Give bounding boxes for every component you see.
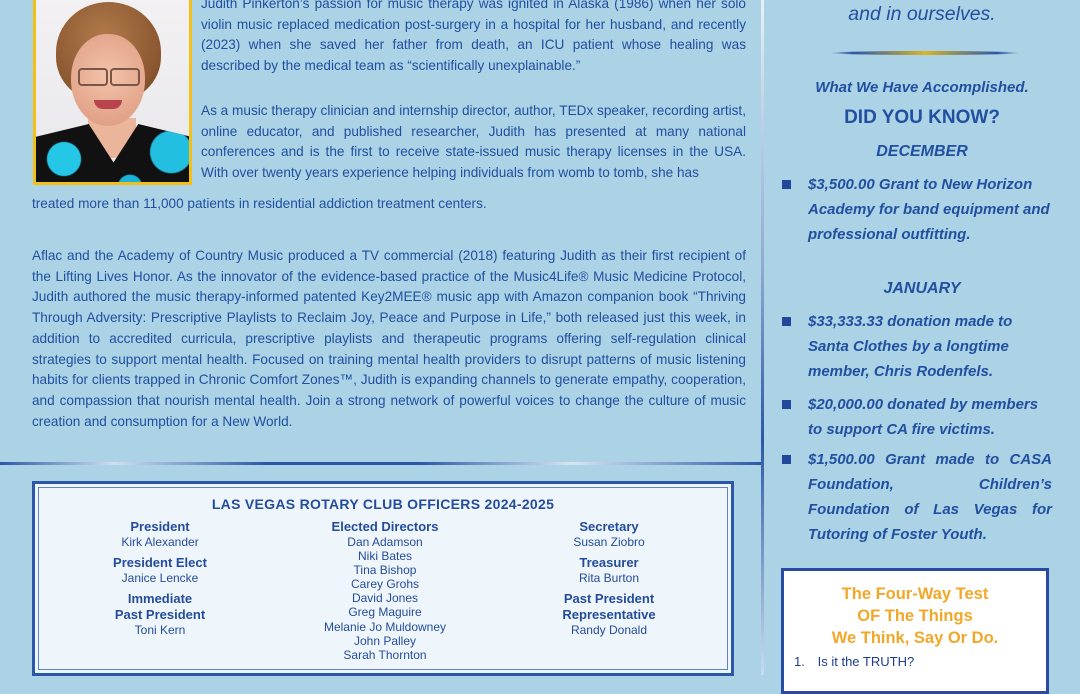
bio-paragraph-3: Aflac and the Academy of Country Music produced a TV commercial (2018) featuring Judith as their first recipient of the Lifting Lives Honor. As the innovator of the evidence-based practice of the Music4Life® Music Medicine Protocol, Judith authored the music therapy-informed patented Key2MEE® music app with Amazon companion book “Thriving Through Adversity: Prescriptive Playlists to Reclaim Joy, Peace and Purpose in Life,” both released just this week, in addition to accredited curricula, prescriptive playlists and therapeutic programs offering self-regulation clinical strategies to support mental health. Focused on training mental health providers to disrupt patterns of music listening habits for clients trapped in Chronic Comfort Zones™, Judith is expanding channels to generate empathy, cooperation, and compassion that nourish mental health. Join a strong network of powerful voices to change the culture of music creation and consumption for a New World. (32, 248, 746, 429)
director-name: Niki Bates (357, 549, 413, 564)
director-name: Greg Maguire (348, 605, 422, 620)
director-name: Dan Adamson (347, 535, 423, 549)
four-way-title-line: We Think, Say Or Do. (831, 629, 999, 647)
officer-name: Randy Donald (570, 623, 648, 637)
motto-end: and in ourselves. (848, 3, 996, 25)
officer-name: Rita Burton (578, 571, 640, 585)
accomplishment-item (782, 309, 1052, 384)
accomplishment-text: $3,500.00 Grant to New Horizon Academy for band equipment and professional outfitting. (808, 176, 1050, 243)
bio-paragraph-2-tail: treated more than 11,000 patients in residential addiction treatment centers. (32, 196, 487, 211)
photo-glasses-left (78, 68, 108, 86)
section-divider (0, 462, 762, 465)
director-name: Sarah Thornton (343, 647, 427, 662)
four-way-test-item (794, 654, 914, 669)
square-bullet-icon (782, 317, 791, 326)
officer-name: Susan Ziobro (573, 535, 645, 549)
accomplishment-item (782, 447, 1052, 547)
officer-role: President (130, 519, 190, 534)
director-name: Carey Grohs (350, 577, 420, 592)
month-heading-december: DECEMBER (876, 143, 968, 160)
director-name: David Jones (351, 591, 419, 606)
officers-box (32, 481, 734, 676)
officer-name: Janice Lencke (121, 571, 199, 585)
decorative-rule (830, 51, 1020, 55)
four-way-title-line: OF The Things (857, 607, 973, 625)
director-name: Melanie Jo Muldowney (323, 619, 447, 634)
bio-paragraph-1: Judith Pinkerton’s passion for music therapy was ignited in Alaska (1986) when her solo violin music replaced medication post-surgery in a hospital for her husband, and recently (2023) when she saved her father from death, an ICU patient whose healing was described by the medical team as “scientifically unexplainable.” (201, 0, 746, 74)
portrait-photo (33, 0, 192, 185)
square-bullet-icon (782, 180, 791, 189)
accomplishment-text: $1,500.00 Grant made to CASA Foundation, Children’s Foundation of Las Vegas for Tutoring of Foster Youth. (808, 451, 1052, 543)
did-you-know-heading: DID YOU KNOW? (844, 107, 1000, 128)
officers-column-right (535, 519, 683, 637)
officer-role: Elected Directors (331, 519, 439, 534)
officer-name: Kirk Alexander (121, 535, 199, 549)
director-name: John Palley (353, 633, 417, 648)
accomplishment-text: $20,000.00 donated by members to support CA fire victims. (808, 396, 1039, 438)
four-way-title-line: The Four-Way Test (841, 585, 989, 603)
four-way-item-text: Is it the TRUTH? (817, 654, 915, 669)
officers-column-directors (290, 519, 480, 662)
bio-paragraph-2: As a music therapy clinician and internship director, author, TEDx speaker, recording artist, online educator, and published researcher, Judith has presented at many national conferences and is the first to receive state-issued music therapy licenses in the USA. With over twenty years experience helping individuals from womb to tomb, she has (201, 103, 746, 181)
accomplishment-text: $33,333.33 donation made to Santa Clothes by a longtime member, Chris Rodenfels. (808, 313, 1013, 380)
officer-role: Secretary (579, 519, 639, 534)
square-bullet-icon (782, 455, 791, 464)
officers-column-left (90, 519, 230, 637)
month-heading-january: JANUARY (883, 280, 961, 297)
officer-role: Immediate (127, 591, 193, 606)
four-way-test-title (784, 583, 1046, 649)
officer-role: Past President (563, 591, 655, 606)
square-bullet-icon (782, 400, 791, 409)
director-name: Tina Bishop (353, 563, 417, 578)
officer-role: Treasurer (579, 555, 639, 570)
officer-role: Representative (562, 607, 656, 622)
sidebar-column (764, 0, 1080, 675)
photo-glasses-right (110, 68, 140, 86)
officer-role: Past President (114, 607, 206, 622)
officer-name: Toni Kern (134, 623, 186, 637)
four-way-test-box (781, 568, 1049, 694)
accomplished-heading: What We Have Accomplished. (815, 79, 1029, 96)
accomplishment-item (782, 392, 1052, 442)
four-way-item-number: 1. (794, 654, 805, 669)
accomplishment-item (782, 172, 1052, 247)
officer-role: President Elect (113, 555, 207, 570)
officers-title: LAS VEGAS ROTARY CLUB OFFICERS 2024-2025 (211, 496, 555, 512)
